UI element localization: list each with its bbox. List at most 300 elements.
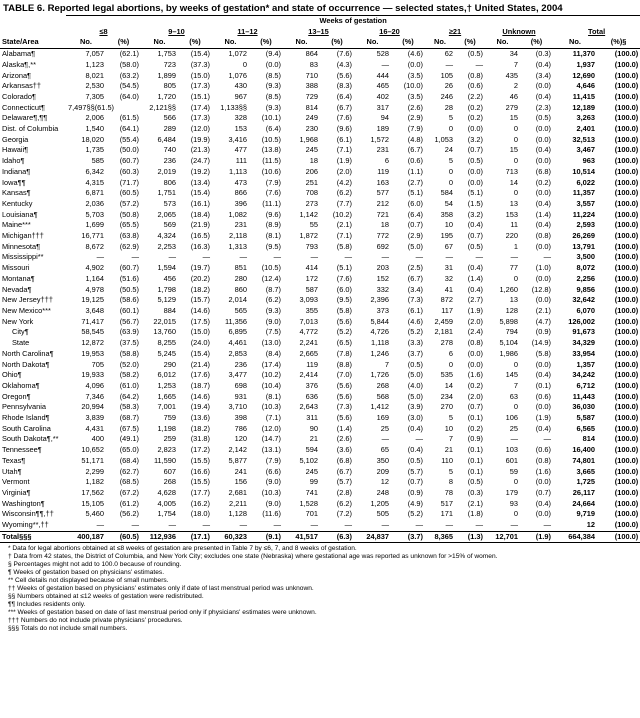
count-cell: 203 — [376, 263, 389, 273]
percent-cell: (1.9) — [467, 305, 483, 315]
count-cell: 1,123 — [85, 59, 104, 69]
count-cell: 3,557 — [576, 198, 595, 208]
count-cell: 0 — [513, 402, 518, 412]
count-cell: 6 — [448, 348, 453, 358]
percent-cell: (100.0) — [614, 113, 639, 123]
pct-column-header: (%) — [320, 37, 354, 48]
percent-cell: (7.3) — [336, 402, 352, 412]
count-cell: 179 — [505, 487, 518, 497]
count-cell: 2 — [513, 81, 518, 91]
count-cell: 1,053 — [434, 134, 453, 144]
percent-cell: (0.0) — [535, 273, 551, 283]
percent-cell: (6.4) — [407, 209, 423, 219]
count-cell: 172 — [305, 273, 318, 283]
state-name-cell: New Mexico*** — [2, 305, 51, 315]
pct-total-column-header: (%)§ — [597, 37, 640, 48]
group-header-total: Total — [588, 26, 606, 36]
count-cell: 772 — [376, 231, 389, 241]
count-cell: 206 — [305, 166, 318, 176]
percent-cell: (0.4) — [407, 423, 423, 433]
count-cell: 759 — [163, 413, 176, 423]
state-name-cell: South Carolina — [2, 423, 51, 433]
count-cell: 400,187 — [66, 531, 106, 543]
percent-cell: (8.1) — [265, 391, 281, 401]
count-cell: 535 — [440, 370, 453, 380]
percent-cell: (2.7) — [407, 177, 423, 187]
percent-cell: (58.3) — [119, 402, 139, 412]
count-cell: 246 — [440, 91, 453, 101]
percent-cell: (6.3) — [320, 531, 354, 543]
percent-cell: (1.6) — [467, 370, 483, 380]
count-cell: 4,324 — [157, 231, 176, 241]
percent-cell: (1.6) — [535, 466, 551, 476]
percent-cell: (0.4) — [467, 263, 483, 273]
percent-cell: (7.1) — [336, 145, 352, 155]
count-cell: 3,477 — [228, 370, 247, 380]
percent-cell: (15.5) — [190, 455, 210, 465]
state-name-cell: Texas¶ — [2, 455, 26, 465]
no-column-header: No. — [553, 37, 597, 48]
percent-cell: (5.6) — [336, 391, 352, 401]
count-cell: 32,642 — [572, 295, 595, 305]
percent-cell: (7.1) — [336, 231, 352, 241]
count-cell: 8,021 — [85, 70, 104, 80]
count-cell: 931 — [234, 391, 247, 401]
percent-cell: (5.6) — [336, 380, 352, 390]
count-cell: 0 — [513, 124, 518, 134]
count-cell: — — [239, 252, 247, 262]
count-cell: 4,902 — [85, 263, 104, 273]
percent-cell: (18.2) — [190, 423, 210, 433]
count-cell: 2,036 — [85, 198, 104, 208]
percent-cell: (54.5) — [119, 81, 139, 91]
state-name-cell: Alabama¶ — [2, 49, 36, 59]
count-cell: — — [381, 434, 389, 444]
percent-cell: (0.0) — [265, 59, 281, 69]
percent-cell: (100.0) — [614, 177, 639, 187]
table-row — [0, 413, 640, 424]
count-cell: 6,484 — [157, 134, 176, 144]
percent-cell: (60.7) — [119, 156, 139, 166]
count-cell: 105 — [440, 70, 453, 80]
count-cell: 93 — [509, 498, 518, 508]
table-row — [0, 135, 640, 146]
count-cell: 62 — [444, 49, 453, 59]
count-cell: 1,253 — [157, 380, 176, 390]
percent-cell: (10.5) — [261, 134, 281, 144]
percent-cell: (3.4) — [407, 284, 423, 294]
percent-cell: — — [543, 252, 551, 262]
count-cell: 13 — [509, 198, 518, 208]
percent-cell: (7.1) — [265, 413, 281, 423]
count-cell: 601 — [505, 455, 518, 465]
count-cell: 16,400 — [572, 445, 595, 455]
percent-cell: (100.0) — [614, 423, 639, 433]
count-cell: 794 — [505, 327, 518, 337]
count-cell: 99 — [309, 477, 318, 487]
percent-cell: (0.9) — [407, 487, 423, 497]
count-cell: 5,245 — [157, 348, 176, 358]
table-row — [0, 103, 640, 114]
percent-cell: (10.3) — [261, 487, 281, 497]
count-cell: 13,791 — [572, 241, 595, 251]
count-cell: 22,015 — [153, 316, 176, 326]
count-cell: 91,673 — [572, 327, 595, 337]
count-cell: 584 — [440, 188, 453, 198]
percent-cell: (0.0) — [535, 188, 551, 198]
percent-cell: — — [415, 252, 423, 262]
count-cell: — — [381, 252, 389, 262]
percent-cell: (4.6) — [407, 316, 423, 326]
table-row — [0, 467, 640, 478]
percent-cell: (100.0) — [614, 487, 639, 497]
percent-cell: (15.0) — [190, 70, 210, 80]
count-cell: 1,072 — [228, 49, 247, 59]
state-name-cell: Maine*** — [2, 220, 31, 230]
count-cell: 2,593 — [576, 220, 595, 230]
count-cell: 456 — [163, 273, 176, 283]
percent-cell: (5.2) — [407, 509, 423, 519]
percent-cell: (100.0) — [614, 241, 639, 251]
count-cell: 1,754 — [157, 509, 176, 519]
percent-cell: (9.3) — [265, 102, 281, 112]
count-cell: 8 — [448, 477, 453, 487]
percent-cell: (21.4) — [190, 359, 210, 369]
count-cell: 0 — [513, 273, 518, 283]
count-cell: 786 — [234, 423, 247, 433]
percent-cell: — — [415, 520, 423, 530]
percent-cell: (100.0) — [614, 59, 639, 69]
percent-cell: (8.1) — [265, 231, 281, 241]
count-cell: 12 — [586, 520, 595, 530]
percent-cell: (0.0) — [535, 477, 551, 487]
percent-cell: (100.0) — [614, 284, 639, 294]
percent-cell: (62.7) — [119, 466, 139, 476]
percent-cell: (100.0) — [614, 338, 639, 348]
count-cell: 63 — [509, 391, 518, 401]
percent-cell: (15.5) — [190, 477, 210, 487]
percent-cell: (0.3) — [535, 49, 551, 59]
percent-cell: (0.4) — [535, 91, 551, 101]
percent-cell: (0.0) — [535, 81, 551, 91]
no-column-header: No. — [66, 37, 106, 48]
count-cell: — — [310, 252, 318, 262]
percent-cell: (7.6) — [336, 49, 352, 59]
count-cell: 1,665 — [157, 391, 176, 401]
group-header-11-12: 11–12 — [237, 26, 258, 36]
percent-cell: (6.2) — [336, 498, 352, 508]
count-cell: 664,384 — [553, 531, 597, 543]
percent-cell: (7.8) — [336, 348, 352, 358]
state-name-cell: Michigan††† — [2, 231, 44, 241]
count-cell: 4,461 — [228, 338, 247, 348]
count-cell: 350 — [376, 455, 389, 465]
table-row — [0, 263, 640, 274]
percent-cell: (10.2) — [332, 209, 352, 219]
count-cell: — — [96, 252, 104, 262]
count-cell: — — [310, 520, 318, 530]
percent-cell: (1.4) — [535, 209, 551, 219]
percent-cell: (7.7) — [336, 198, 352, 208]
count-cell: 884 — [163, 305, 176, 315]
percent-cell: (7.5) — [265, 327, 281, 337]
percent-cell: (8.3) — [336, 81, 352, 91]
percent-cell: — — [131, 520, 139, 530]
percent-cell: (58.6) — [119, 295, 139, 305]
percent-cell: (100.0) — [614, 49, 639, 59]
percent-cell: (50.8) — [119, 209, 139, 219]
count-cell: 152 — [376, 273, 389, 283]
percent-cell: (0.7) — [467, 402, 483, 412]
count-cell: 259 — [163, 434, 176, 444]
percent-cell: (6.7) — [336, 102, 352, 112]
count-cell: 11,590 — [153, 455, 176, 465]
percent-cell: — — [202, 520, 210, 530]
table-row — [0, 188, 640, 199]
percent-cell: (37.3) — [190, 59, 210, 69]
percent-cell: (5.7) — [407, 466, 423, 476]
percent-cell: (6.1) — [407, 305, 423, 315]
count-cell: 15 — [509, 113, 518, 123]
percent-cell: (6.7) — [407, 145, 423, 155]
percent-cell: (0.0) — [535, 295, 551, 305]
percent-cell: (15.4) — [190, 49, 210, 59]
count-cell: 32,513 — [572, 134, 595, 144]
percent-cell: (13.6) — [190, 413, 210, 423]
table-row — [0, 327, 640, 338]
percent-cell: (19.2) — [190, 166, 210, 176]
percent-cell: (1.4) — [467, 273, 483, 283]
count-cell: 414 — [305, 263, 318, 273]
table-row — [0, 295, 640, 306]
count-cell: 0 — [513, 156, 518, 166]
count-cell: 3,839 — [85, 413, 104, 423]
percent-cell: (100.0) — [614, 134, 639, 144]
count-cell: 1,182 — [85, 477, 104, 487]
percent-cell: (3.0) — [407, 413, 423, 423]
percent-cell: (21.3) — [190, 145, 210, 155]
table-row — [0, 145, 640, 156]
percent-cell: (100.0) — [614, 477, 639, 487]
count-cell: 7,305 — [85, 91, 104, 101]
count-cell: 10,514 — [572, 166, 595, 176]
count-cell: 5 — [448, 466, 453, 476]
count-cell: 153 — [505, 209, 518, 219]
percent-cell: (100.0) — [614, 455, 639, 465]
count-cell: 4,315 — [85, 177, 104, 187]
count-cell: 11,443 — [572, 391, 595, 401]
percent-cell: — — [415, 434, 423, 444]
table-row — [0, 349, 640, 360]
table-row — [0, 509, 640, 520]
count-cell: 1,540 — [85, 124, 104, 134]
count-cell: 3,263 — [576, 113, 595, 123]
percent-cell: (24.0) — [190, 338, 210, 348]
percent-cell: (100.0) — [614, 380, 639, 390]
count-cell: — — [381, 59, 389, 69]
footnote: § Percentages might not add to 100.0 because of rounding. — [8, 561, 182, 569]
table-row — [0, 231, 640, 242]
percent-cell: (0.0) — [467, 177, 483, 187]
percent-cell: (58.0) — [119, 59, 139, 69]
percent-cell: (9.5) — [336, 295, 352, 305]
pct-column-header: (%) — [106, 37, 141, 48]
state-name-cell: Arizona¶ — [2, 70, 32, 80]
table-row — [0, 360, 640, 371]
table-row — [0, 520, 640, 531]
percent-cell: (0.4) — [535, 423, 551, 433]
count-cell: 230 — [305, 124, 318, 134]
table-row — [0, 424, 640, 435]
count-cell: 5,102 — [299, 455, 318, 465]
count-cell: 1,118 — [371, 338, 389, 348]
count-cell: 1,986 — [499, 348, 518, 358]
count-cell: — — [239, 520, 247, 530]
count-cell: 2,181 — [434, 327, 453, 337]
percent-cell: (0.1) — [467, 466, 483, 476]
percent-cell: (49.1) — [119, 434, 139, 444]
table-row — [0, 92, 640, 103]
percent-cell: (0.8) — [467, 70, 483, 80]
footnote: ¶ Weeks of gestation based on physicians' estimates. — [8, 569, 165, 577]
percent-cell: (3.5) — [407, 70, 423, 80]
percent-cell: (6.0) — [407, 198, 423, 208]
count-cell: 565 — [234, 305, 247, 315]
state-name-cell: Nevada¶ — [2, 284, 32, 294]
count-cell: 1,798 — [157, 284, 176, 294]
count-cell: 4,978 — [85, 284, 104, 294]
percent-cell: (2.9) — [407, 113, 423, 123]
count-cell: 34 — [509, 49, 518, 59]
percent-cell: (9.6) — [336, 124, 352, 134]
count-cell: 51,171 — [81, 455, 104, 465]
count-cell: 54 — [444, 198, 453, 208]
count-cell: 729 — [305, 91, 318, 101]
count-cell: 740 — [163, 145, 176, 155]
pct-column-header: (%) — [391, 37, 425, 48]
percent-cell: (15.4) — [190, 188, 210, 198]
count-cell: 9,719 — [576, 509, 595, 519]
count-cell: 289 — [163, 124, 176, 134]
count-cell: 587 — [305, 284, 318, 294]
percent-cell: (100.0) — [614, 509, 639, 519]
table-row — [0, 81, 640, 92]
percent-cell: (5.1) — [407, 188, 423, 198]
percent-cell: (1.3) — [455, 531, 485, 543]
count-cell: 7 — [513, 380, 518, 390]
percent-cell: — — [475, 59, 483, 69]
percent-cell: (100.0) — [614, 466, 639, 476]
table-row — [0, 402, 640, 413]
count-cell: 145 — [505, 370, 518, 380]
count-cell: 636 — [305, 391, 318, 401]
count-cell: 2,530 — [85, 81, 104, 91]
count-cell: 245 — [305, 145, 318, 155]
percent-cell: (71.7) — [119, 177, 139, 187]
percent-cell: — — [273, 252, 281, 262]
count-cell: 7,001 — [157, 402, 176, 412]
count-cell: 698 — [234, 380, 247, 390]
state-name-cell: Wisconsin¶¶,†† — [2, 509, 54, 519]
no-column-header: No. — [354, 37, 391, 48]
percent-cell: (0.2) — [467, 102, 483, 112]
percent-cell: (62.9) — [119, 241, 139, 251]
count-cell: 59 — [509, 466, 518, 476]
state-name-cell: North Carolina¶ — [2, 348, 54, 358]
total-row — [0, 531, 640, 543]
percent-cell: (2.1) — [467, 498, 483, 508]
percent-cell: (2.4) — [467, 327, 483, 337]
count-cell: 34,242 — [572, 370, 595, 380]
count-cell: 400 — [91, 434, 104, 444]
percent-cell: (0.4) — [535, 498, 551, 508]
table-row — [0, 178, 640, 189]
percent-cell: (100.0) — [614, 520, 639, 530]
state-name-cell: Kentucky — [2, 198, 33, 208]
count-cell: 163 — [376, 177, 389, 187]
count-cell: 7 — [513, 59, 518, 69]
count-cell: 10 — [444, 423, 453, 433]
percent-cell: (9.1) — [249, 531, 283, 543]
count-cell: 1,133§§ — [220, 102, 247, 112]
percent-cell: (6.1) — [336, 134, 352, 144]
count-cell: 169 — [376, 413, 389, 423]
count-cell: 26 — [444, 81, 453, 91]
count-cell: 1,968 — [299, 134, 318, 144]
count-cell: 11,224 — [572, 209, 595, 219]
count-cell: 3,648 — [85, 305, 104, 315]
count-cell: 231 — [376, 145, 389, 155]
count-cell: 21 — [444, 445, 453, 455]
percent-cell: (17.2) — [190, 445, 210, 455]
percent-cell: (2.5) — [407, 263, 423, 273]
percent-cell: (3.5) — [407, 91, 423, 101]
no-column-header: No. — [485, 37, 520, 48]
percent-cell: (6.7) — [336, 466, 352, 476]
state-name-cell: Indiana¶ — [2, 166, 31, 176]
percent-cell: (5.1) — [336, 263, 352, 273]
percent-cell: (1.1) — [407, 166, 423, 176]
state-name-cell: Missouri — [2, 263, 30, 273]
count-cell: 8,672 — [85, 241, 104, 251]
count-cell: 14 — [509, 177, 518, 187]
state-name-cell: New Jersey††† — [2, 295, 53, 305]
count-cell: 90 — [309, 423, 318, 433]
count-cell: 6,012 — [157, 370, 176, 380]
footnote: ††† Numbers do not include private physicians' procedures. — [8, 616, 183, 624]
percent-cell: (64.1) — [119, 124, 139, 134]
percent-cell: (17.3) — [190, 81, 210, 91]
percent-cell: (5.0) — [407, 370, 423, 380]
count-cell: — — [96, 520, 104, 530]
percent-cell: (6.2) — [265, 295, 281, 305]
table-row — [0, 274, 640, 285]
percent-cell: (100.0) — [614, 156, 639, 166]
footnote: † Data from 42 states, the District of Columbia, and New York City; excludes one state (Nebraska) where gestational age was reported as unknown for >15% of women. — [8, 553, 498, 561]
percent-cell: (0.0) — [535, 134, 551, 144]
count-cell: 126,002 — [568, 316, 595, 326]
count-cell: 65 — [380, 445, 389, 455]
percent-cell: (0.7) — [467, 145, 483, 155]
percent-cell: (1.9) — [520, 531, 553, 543]
count-cell: 332 — [376, 284, 389, 294]
count-cell: 4,628 — [157, 487, 176, 497]
table-row — [0, 49, 640, 60]
state-name-cell: Virginia¶ — [2, 487, 31, 497]
percent-cell: (67.5) — [119, 423, 139, 433]
percent-cell: (10.3) — [261, 402, 281, 412]
count-cell: 248 — [376, 487, 389, 497]
